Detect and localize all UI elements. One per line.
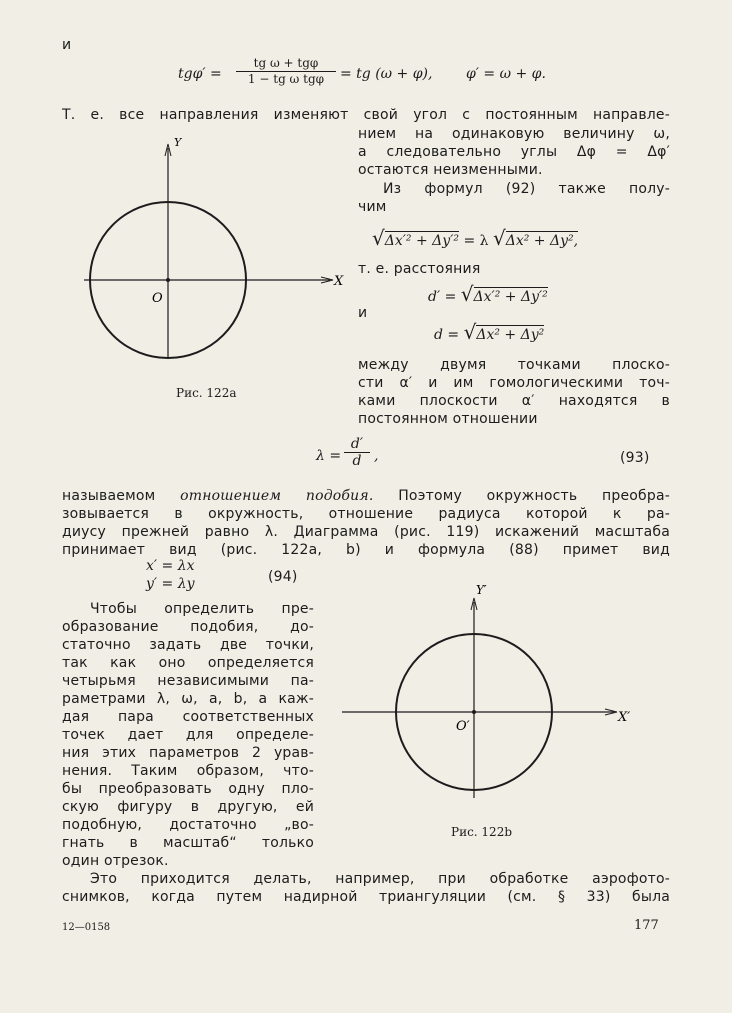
eq94-line1: x′ = λx: [146, 558, 195, 574]
para4-line: так как оно определяется: [62, 655, 314, 671]
para3-line4: принимает вид (рис. 122а, b) и формула (88) примет вид: [62, 542, 670, 558]
para3-line2: зовывается в окружность, отношение радиуса которой к ра-: [62, 506, 670, 522]
fig-a-origin-dot: [166, 278, 170, 282]
para1-line4: остаются неизменными.: [358, 162, 543, 178]
fig-b-y-label: Y′: [476, 583, 487, 597]
equation-d-prime: [428, 282, 548, 306]
eq-d1-lhs: d′ =: [428, 289, 457, 305]
para4: [62, 600, 314, 870]
para4-line: раметрами λ, ω, a, b, а каж-: [62, 691, 314, 707]
para3-line1-pre: называемом: [62, 488, 181, 504]
eq93-fraction: [344, 436, 370, 469]
para4-line: статочно задать две точки,: [62, 637, 314, 653]
sqrt-sign: √: [460, 282, 474, 306]
para2-line2: сти α′ и им гомологическими точ-: [358, 375, 670, 391]
fig-a-origin-label: O: [152, 291, 163, 306]
eq-top-denominator: 1 − tg ω tgφ: [247, 72, 325, 86]
fig-b-caption: Рис. 122b: [451, 825, 513, 839]
eq93-numerator: d′: [344, 436, 370, 453]
sqrt-sign: √: [492, 226, 506, 250]
para4-line: нения. Таким образом, что-: [62, 763, 314, 779]
printer-signature: 12—0158: [62, 922, 111, 933]
fig-a-y-label: Y: [174, 136, 182, 149]
para2-line1: между двумя точками плоско-: [358, 357, 670, 373]
eq-top-rhs2: φ′ = ω + φ.: [466, 66, 546, 82]
fig-b-x-label: X′: [618, 710, 631, 725]
eq-top-numerator: tg ω + tgφ: [236, 56, 336, 72]
para1-line1: Т. е. все направления изменяют свой угол с постоянным направле-: [62, 107, 670, 123]
eq-top-lhs: tgφ′ =: [178, 66, 222, 82]
eq-d1-radicand: Δx′² + Δy′²: [473, 289, 548, 305]
term-similarity-ratio: отношением подобия.: [180, 488, 374, 504]
equation-d: [434, 320, 544, 344]
top-char: и: [62, 37, 72, 53]
para4-line: один отрезок.: [62, 853, 169, 869]
para4-line: гнать в масштаб“ только: [62, 835, 314, 851]
para3-line1-post: Поэтому окружность преобра-: [373, 488, 671, 504]
sqrt-sign: √: [372, 226, 385, 250]
para5-line1: Это приходится делать, например, при обработке аэрофото-: [90, 871, 670, 887]
para2-line4: постоянном отношении: [358, 411, 538, 427]
para1-line2: нием на одинаковую величину ω,: [358, 126, 670, 142]
eq93-denominator: d: [352, 453, 362, 469]
eq93-number: (93): [620, 450, 650, 466]
eq-scale-rhs: Δx² + Δy²,: [505, 233, 579, 249]
para4-line: четырьмя независимыми па-: [62, 673, 314, 689]
fig-b-origin-dot: [472, 710, 476, 714]
distance-intro: т. е. расстояния: [358, 261, 481, 277]
para4-line: Чтобы определить пре-: [90, 601, 314, 617]
para4-line: точек дает для определе-: [62, 727, 314, 743]
fig-a-caption: Рис. 122а: [176, 386, 237, 400]
sqrt-sign: √: [463, 320, 477, 344]
para2-line3: ками плоскости α′ находятся в: [358, 393, 670, 409]
eq-d2-lhs: d =: [434, 327, 460, 343]
eq93-tail: ,: [374, 448, 379, 464]
eq93-lhs: λ =: [316, 448, 342, 464]
eq-top-fraction: [236, 56, 336, 86]
eq94-line2: y′ = λy: [146, 576, 195, 592]
para1-line3: а следовательно углы Δφ = Δφ′: [358, 144, 670, 160]
eq-scale-lhs: Δx′² + Δy′²: [384, 233, 459, 249]
eq94-number: (94): [268, 569, 298, 585]
para4-line: дая пара соответственных: [62, 709, 314, 725]
para1-line6: чим: [358, 199, 387, 215]
para4-line: скую фигуру в другую, ей: [62, 799, 314, 815]
para4-line: бы преобразовать одну пло-: [62, 781, 314, 797]
para3-line3: диусу прежней равно λ. Диаграмма (рис. 119) искажений масштаба: [62, 524, 670, 540]
page-number: 177: [634, 918, 659, 933]
eq-d2-radicand: Δx² + Δy²: [476, 327, 545, 343]
fig-b-origin-label: O′: [456, 719, 470, 734]
fig-a-x-label: X: [334, 274, 344, 289]
figure-122b: [336, 576, 646, 816]
para5-line2: снимков, когда путем надирной триангуляции (см. § 33) была: [62, 889, 670, 905]
para1-line5: Из формул (92) также полу-: [383, 181, 670, 197]
para3-line1: [62, 487, 670, 505]
para4-line: ния этих параметров 2 урав-: [62, 745, 314, 761]
eq-top-rhs1: = tg (ω + φ),: [340, 66, 433, 82]
figure-122a: [78, 130, 348, 420]
and-word: и: [358, 305, 368, 321]
para4-line: образование подобия, до-: [62, 619, 314, 635]
eq-scale-mid: = λ: [463, 233, 489, 249]
para4-line: подобную, достаточно „во-: [62, 817, 314, 833]
